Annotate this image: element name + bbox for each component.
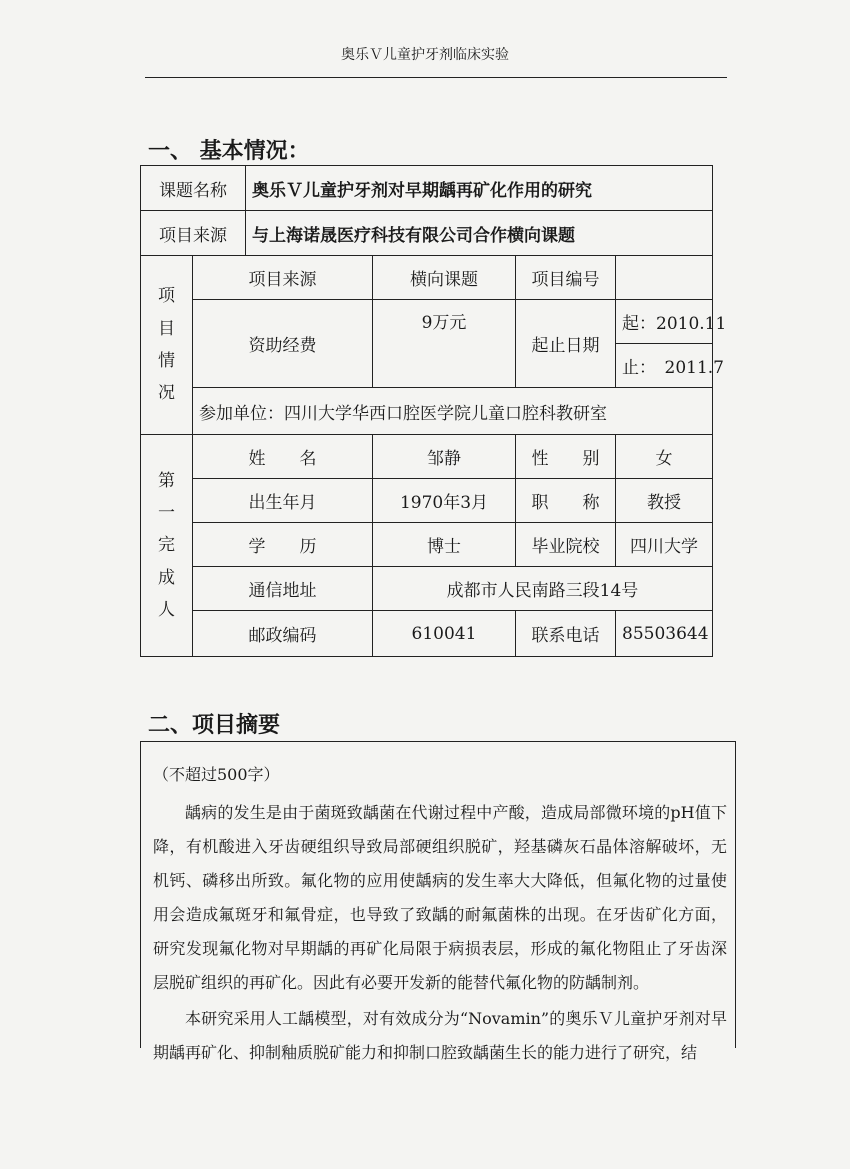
header-rule (145, 77, 727, 78)
project-source-label: 项目来源 (141, 211, 246, 256)
project-info-label (141, 256, 193, 435)
sub-source-label: 项目来源 (193, 256, 373, 300)
section-basic-info-title: 一、 基本情况： (148, 139, 310, 164)
gender-value: 女 (616, 435, 713, 479)
vertical-char: 况 (158, 383, 175, 404)
summary-box (140, 741, 736, 1062)
period-start: 起：2010.11 (616, 300, 713, 344)
first-completer-label (141, 435, 193, 657)
period-label: 起止日期 (516, 300, 616, 388)
page-header: 奥乐Ｖ儿童护牙剂临床实验 (341, 47, 509, 63)
vertical-char: 成 (158, 567, 175, 588)
vertical-char: 目 (158, 318, 175, 339)
name-value: 邹静 (373, 435, 516, 479)
phone-label: 联系电话 (516, 611, 616, 657)
address-label: 通信地址 (193, 567, 373, 611)
basic-info-table (140, 165, 727, 657)
birth-label: 出生年月 (193, 479, 373, 523)
project-source-value: 与上海诺晟医疗科技有限公司合作横向课题 (246, 211, 713, 256)
sub-source-value: 横向课题 (373, 256, 516, 300)
vertical-char: 情 (158, 351, 175, 371)
project-name-label: 课题名称 (141, 166, 246, 211)
summary-note: （不超过500字） (153, 765, 280, 784)
section-summary-title: 二、项目摘要 (148, 713, 281, 738)
school-value: 四川大学 (616, 523, 713, 567)
project-name-value: 奥乐Ｖ儿童护牙剂对早期龋再矿化作用的研究 (246, 166, 713, 211)
vertical-char: 人 (158, 599, 175, 620)
participating-units: 参加单位：四川大学华西口腔医学院儿童口腔科教研室 (193, 388, 713, 435)
school-label: 毕业院校 (516, 523, 616, 567)
name-label: 姓 名 (193, 435, 373, 479)
project-number-label: 项目编号 (516, 256, 616, 300)
title-value: 教授 (616, 479, 713, 523)
period-end: 止： 2011.7 (616, 344, 713, 388)
title-label: 职 称 (516, 479, 616, 523)
degree-value: 博士 (373, 523, 516, 567)
postcode-value: 610041 (373, 611, 516, 657)
degree-label: 学 历 (193, 523, 373, 567)
phone-value: 85503644 (616, 611, 713, 657)
funding-value: 9万元 (373, 300, 516, 388)
gender-label: 性 别 (516, 435, 616, 479)
postcode-label: 邮政编码 (193, 611, 373, 657)
address-value: 成都市人民南路三段14号 (373, 567, 713, 611)
vertical-char: 第 (158, 470, 175, 491)
vertical-char: 一 (158, 503, 175, 524)
summary-paragraph-1: 龋病的发生是由于菌斑致龋菌在代谢过程中产酸，造成局部微环境的pH值下降，有机酸进入牙齿硬组织导致局部硬组织脱矿，羟基磷灰石晶体溶解破坏，无机钙、磷移出所致。氟化物的应用使龋病的发生率大大降低，但氟化物的过量使用会造成氟斑牙和氟骨症，也导致了致龋的耐氟菌株的出现。在牙齿矿化方面，研究发现氟化物对早期龋的再矿化局限于病损表层，形成的氟化物阻止了牙齿深层脱矿组织的再矿化。因此有必要开发新的能替代氟化物的防龋制剂。 (153, 803, 727, 992)
birth-value: 1970年3月 (373, 479, 516, 523)
summary-paragraph-2: 本研究采用人工龋模型，对有效成分为“Novamin”的奥乐Ｖ儿童护牙剂对早期龋再矿化、抑制釉质脱矿能力和抑制口腔致龋菌生长的能力进行了研究，结 (153, 1009, 727, 1062)
project-number-value (616, 256, 713, 300)
vertical-char: 完 (158, 535, 175, 556)
vertical-char: 项 (158, 286, 175, 307)
funding-label: 资助经费 (193, 300, 373, 388)
